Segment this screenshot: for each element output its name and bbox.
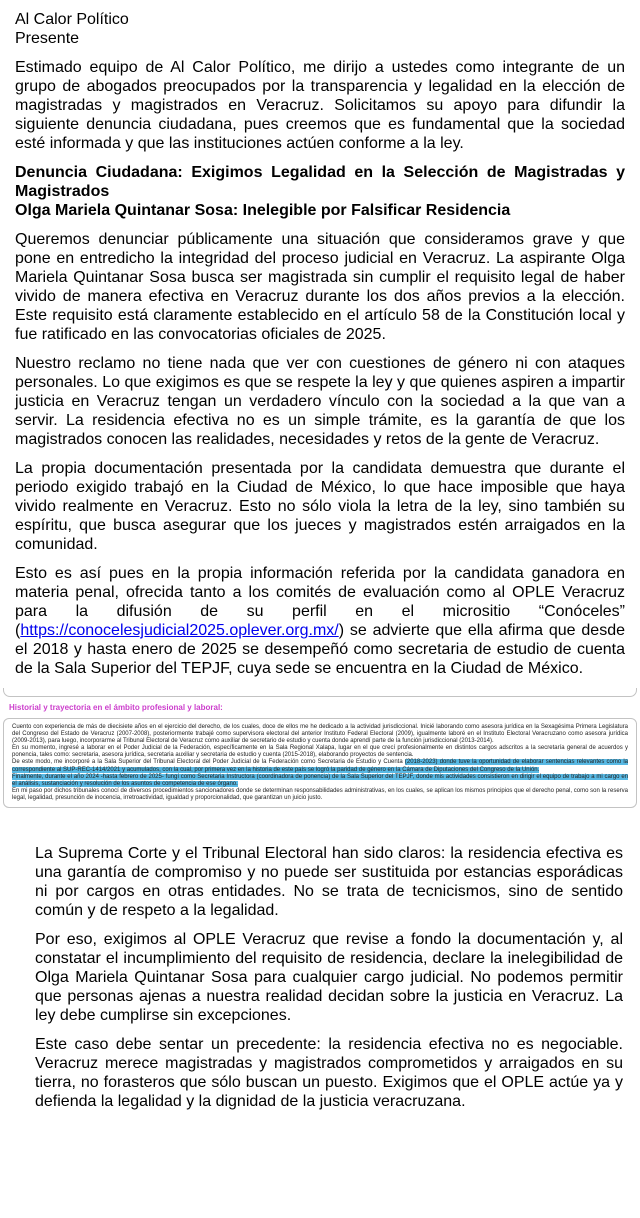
heading-line-1: Denuncia Ciudadana: Exigimos Legalidad en la Selección de Magistradas y Magistrados bbox=[15, 164, 625, 200]
paragraph-documentacion: La propia documentación presentada por la candidata demuestra que durante el periodo exigido trabajó en la Ciudad de México, lo que hace imposible que haya vivido realmente en Veracruz. Esto no sólo viola la letra de la ley, sino también su espíritu, que busca asegurar que los jueces y magistrados estén arraigados en la comunidad. bbox=[15, 460, 625, 553]
conoceles-link[interactable]: https://conocelesjudicial2025.oplever.org.mx/ bbox=[20, 622, 339, 639]
micrositio-text-before: Esto es así pues en la propia información referida por la candidata ganadora en materia penal, ofrecida tanto a los comités de evaluación como al OPLE Veracruz para la difusión de su perfil en el micrositio “Conóceles” ( bbox=[15, 565, 625, 639]
paragraph-queremos: Queremos denunciar públicamente una situación que consideramos grave y que pone en entredicho la integridad del proceso judicial en Veracruz. La aspirante Olga Mariela Quintanar Sosa busca ser magistrada sin cumplir el requisito legal de haber vivido de manera efectiva en Veracruz durante los dos años previos a la elección. Este requisito está claramente establecido en el artículo 58 de la Constitución local y fue ratificado en las convocatorias oficiales de 2025. bbox=[15, 231, 625, 343]
embedded-profile-screenshot bbox=[3, 688, 637, 808]
closing-paragraphs bbox=[15, 844, 625, 1111]
profile-section-title: Historial y trayectoria en el ámbito profesional y laboral: bbox=[9, 703, 223, 712]
paragraph-micrositio bbox=[15, 564, 625, 678]
profile-paragraph-4 bbox=[12, 774, 628, 788]
paragraph-por-eso: Por eso, exigimos al OPLE Veracruz que revise a fondo la documentación y, al constatar el incumplimiento del requisito de residencia, declare la inelegibilidad de Olga Mariela Quintanar Sosa para cualquier cargo judicial. No podemos permitir que personas ajenas a nuestra realidad decidan sobre la justicia en Veracruz. La ley debe cumplirse sin excepciones. bbox=[35, 931, 623, 1025]
profile-paragraph-5: En mi paso por dichos tribunales conocí de diversos procedimientos sancionadores donde se determinan responsabilidades administrativas, en los cuales, se aplican los mismos principios que el derecho penal, como son la reserva legal, legalidad, presunción de inocencia, irretroactividad, igualdad y proporcionalidad, que garantizan un juicio justo. bbox=[12, 787, 628, 801]
profile-paragraph-1: Cuento con experiencia de más de diecisiete años en el ejercicio del derecho, de los cuales, doce de ellos me he dedicado a la actividad jurisdiccional. Inicié laborando como asesora jurídica en la Sexagésima Primera Legislatura del Congreso del Estado de Veracruz (2007-2008), posteriormente trabajé como supervisora electoral del anterior Instituto Federal Electoral (2009), igualmente laboré en el Instituto Electoral Veracruzano como asesora jurídica (2009-2013), para luego, incorporarme al Tribunal Electoral de Veracruz como auxiliar de secretario de estudio y cuenta donde aprendí parte de la función jurisdiccional (2013-2014). bbox=[12, 724, 628, 745]
profile-p3-normal: De este modo, me incorporé a la Sala Superior del Tribunal Electoral del Poder Judicial de la Federación como Secretaria de Estudio y Cuenta bbox=[12, 759, 405, 766]
profile-paragraph-3 bbox=[12, 759, 628, 773]
recipient-name: Al Calor Político bbox=[15, 11, 129, 28]
paragraph-suprema-corte: La Suprema Corte y el Tribunal Electoral han sido claros: la residencia efectiva es una garantía de compromiso y no puede ser sustituida por estancias esporádicas ni por cargos en otras entidades. No se trata de tecnicismos, sino de sentido común y de respeto a la legalidad. bbox=[35, 845, 623, 920]
paragraph-precedente: Este caso debe sentar un precedente: la residencia efectiva no es negociable. Veracruz merece magistradas y magistrados comprometidos y arraigados en su tierra, no forasteros que sólo buscan un puesto. Exigimos que el OPLE actúe ya y defienda la legalidad y la dignidad de la justicia veracruzana. bbox=[35, 1036, 623, 1111]
screenshot-box-bottom-edge bbox=[3, 688, 637, 697]
profile-text-box bbox=[3, 718, 637, 808]
micrositio-text-after: ) se advierte que ella afirma que desde el 2018 y hasta enero de 2025 se desempeñó como secretaria de estudio de cuenta de la Sala Superior del TEPJF, cuya sede se encuentra en la Ciudad de México. bbox=[15, 622, 625, 677]
paragraph-intro: Estimado equipo de Al Calor Político, me dirijo a ustedes como integrante de un grupo de abogados preocupados por la transparencia y legalidad en la elección de magistradas y magistrados en Veracruz. Solicitamos su apoyo para difundir la siguiente denuncia ciudadana, pues creemos que es fundamental que la sociedad esté informada y que las instituciones actúen conforme a la ley. bbox=[15, 59, 625, 152]
profile-p3-highlighted: (2018-2023) donde tuve la oportunidad de elaborar sentencias relevantes como la correspondiente al SUP-REC-1414/2021 y acumulados, con la cual, por primera vez en la historia de este país se logró la paridad de género en la Cámara de Diputaciones del Congreso de la Unión. bbox=[12, 759, 628, 773]
salutation: Presente bbox=[15, 30, 80, 47]
denuncia-heading bbox=[15, 163, 625, 220]
profile-paragraph-2: En su momento, ingresé a laborar en el Poder Judicial de la Federación, específicamente en la Sala Regional Xalapa, lugar en el que crecí profesionalmente en distintos cargos adscritos a la secretaría general de acuerdos y ponencia, tales como: secretaria, asesora jurídica, secretaria auxiliar y secretaria de estudio y cuenta (2015-2018), elaborando proyectos de sentencia. bbox=[12, 745, 628, 759]
address-block bbox=[15, 10, 625, 48]
profile-p4-highlighted: Finalmente, durante el año 2024 -hasta febrero de 2025- fungí como Secretaria Instructora (coordinadora de ponencia) de la Sala Superior del TEPJF, donde mis actividades consistieron en dirigir el equipo de trabajo a mi cargo en el análisis, sustanciación y resolución de los asuntos de competencia de ese órgano. bbox=[12, 773, 628, 787]
paragraph-reclamo: Nuestro reclamo no tiene nada que ver con cuestiones de género ni con ataques personales. Lo que exigimos es que se respete la ley y que quienes aspiren a impartir justicia en Veracruz tengan un verdadero vínculo con la sociedad a la que van a servir. La residencia efectiva no es un simple trámite, es la garantía de que los magistrados conocen las realidades, necesidades y retos de la gente de Veracruz. bbox=[15, 355, 625, 448]
heading-line-2: Olga Mariela Quintanar Sosa: Inelegible por Falsificar Residencia bbox=[15, 202, 511, 219]
